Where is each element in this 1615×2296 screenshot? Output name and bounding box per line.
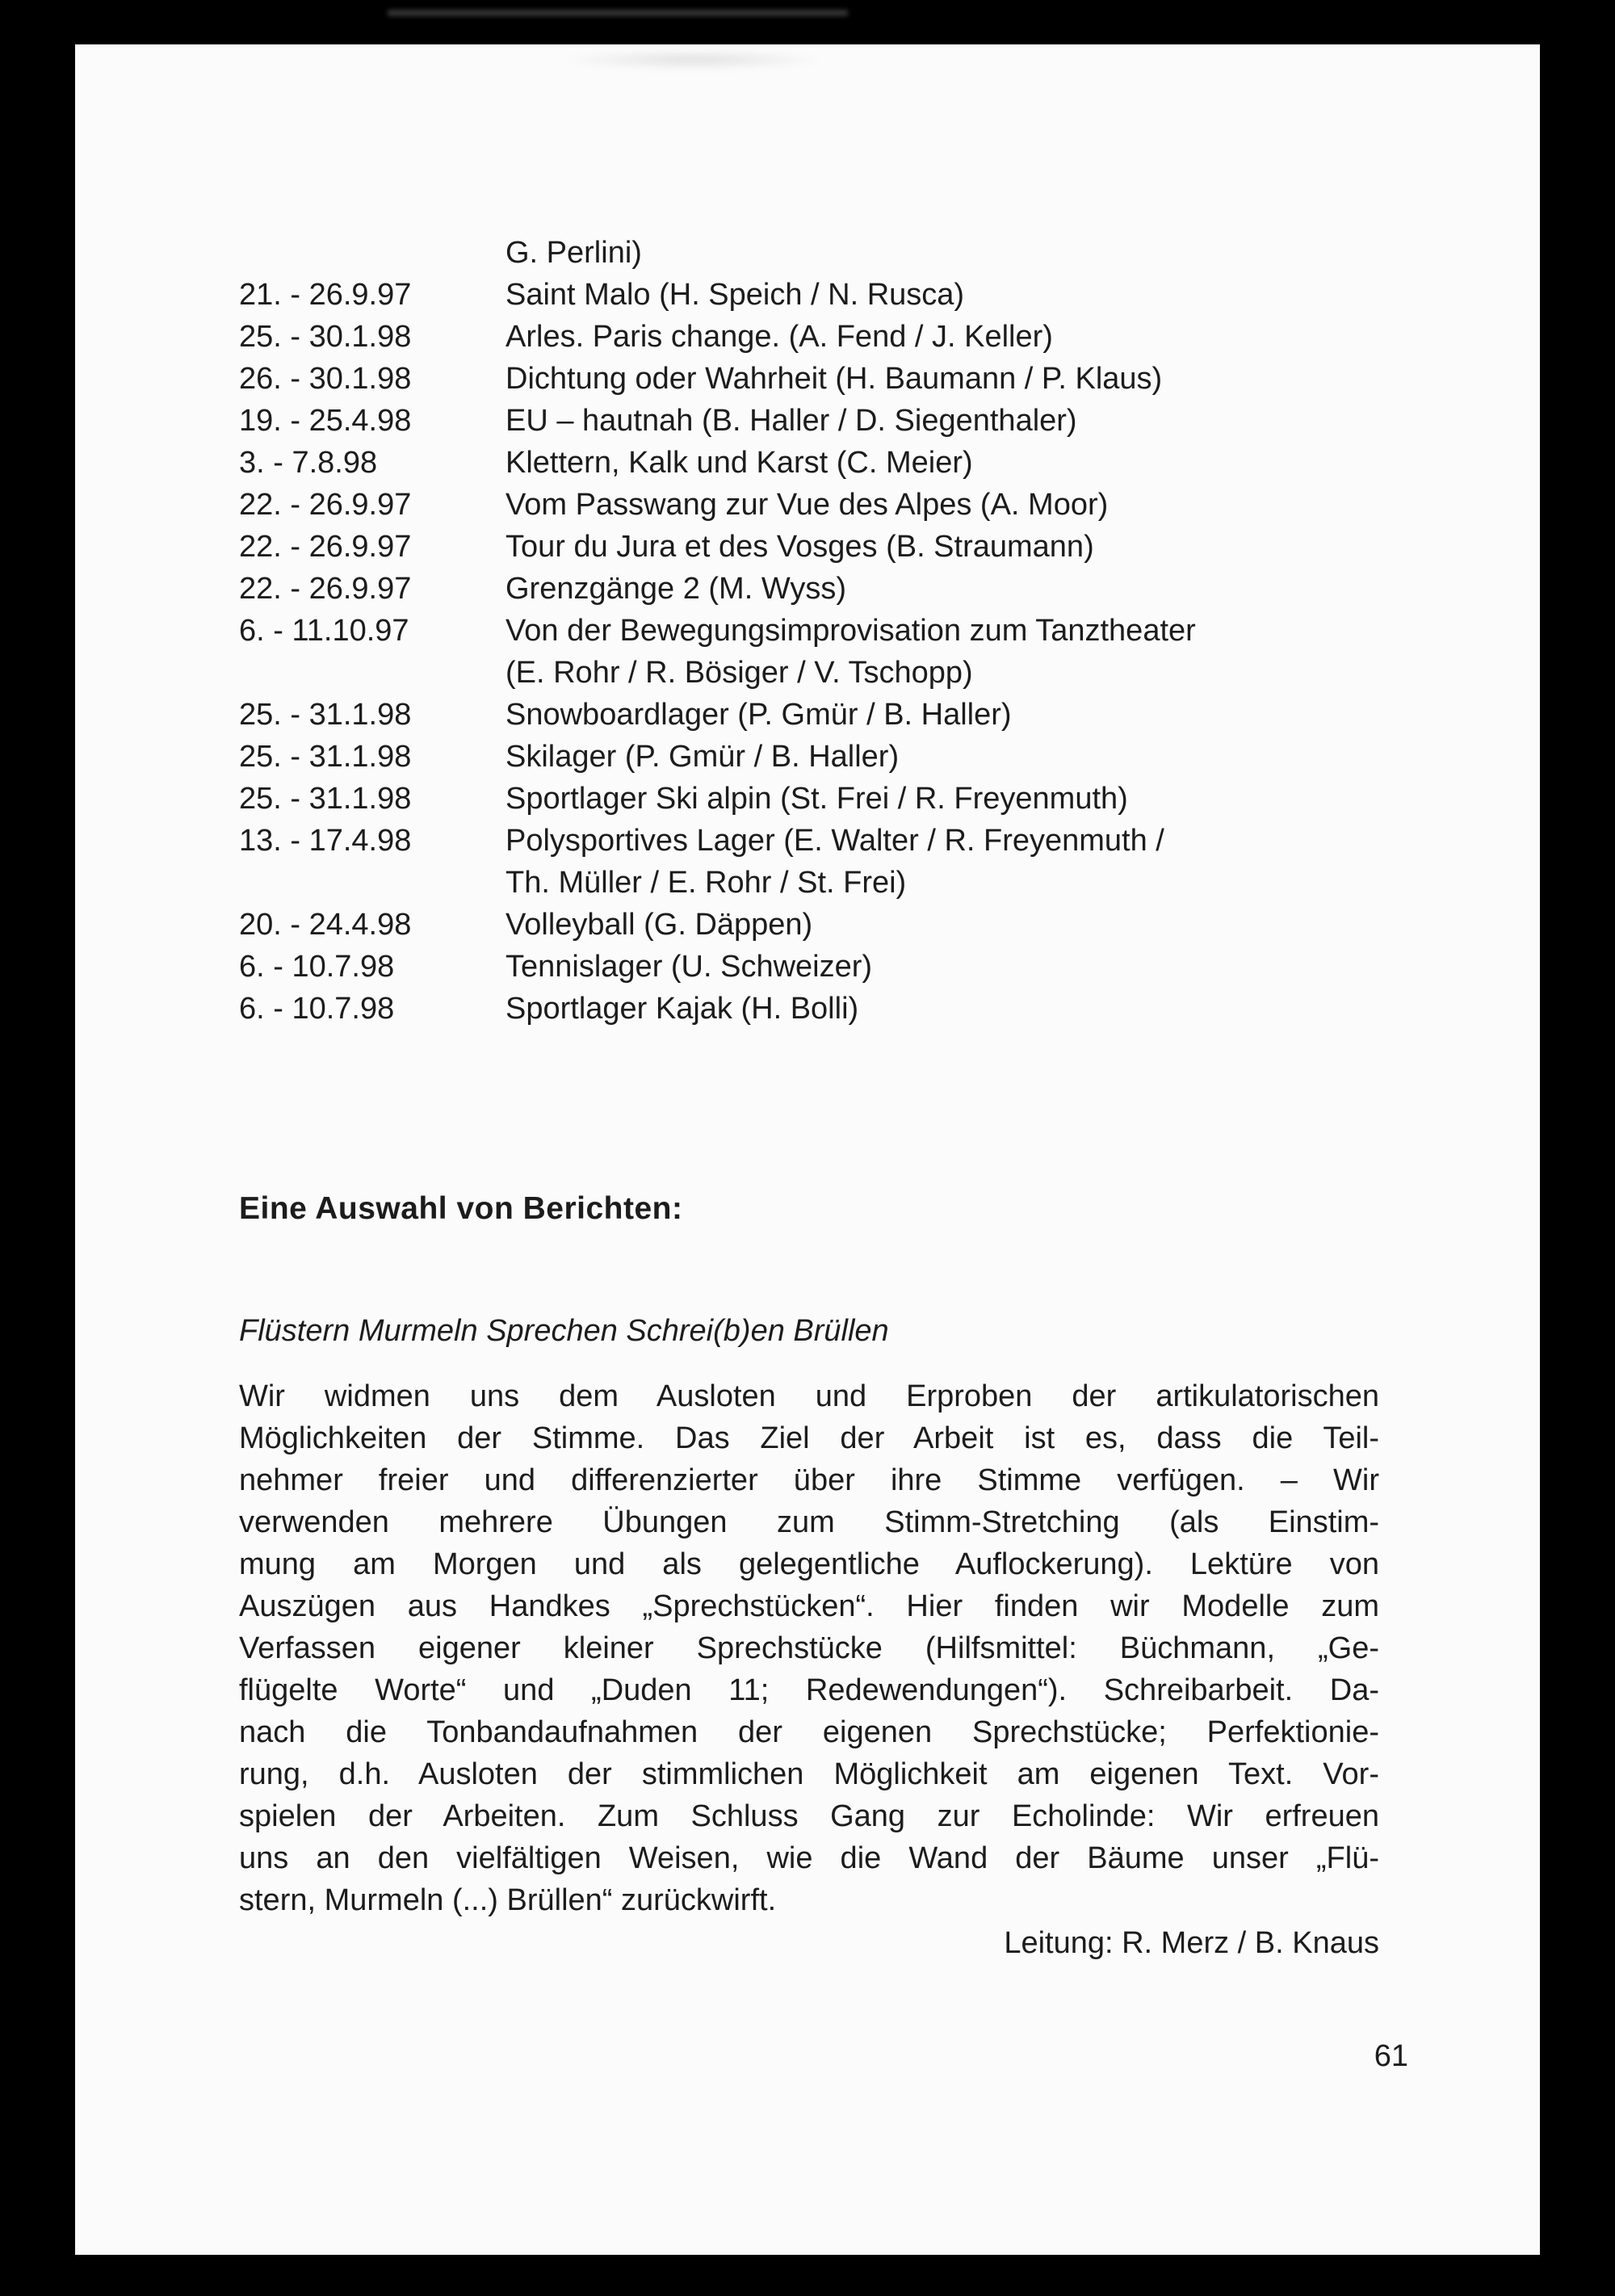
report-paragraph [239, 1375, 1379, 1921]
paragraph-line: Auszügen aus Handkes „Sprechstücken“. Hier finden wir Modelle zum [239, 1589, 1379, 1623]
schedule-row [239, 988, 1394, 1030]
schedule-entry-line: Von der Bewegungsimprovisation zum Tanztheater [505, 614, 1196, 648]
schedule-row [239, 820, 1394, 904]
schedule-date: 6. - 11.10.97 [239, 614, 409, 648]
document-page [75, 44, 1540, 2255]
schedule-date: 6. - 10.7.98 [239, 992, 395, 1026]
schedule-row [239, 484, 1394, 526]
schedule-entry-line: Sportlager Ski alpin (St. Frei / R. Freyenmuth) [505, 782, 1128, 816]
schedule-entry-line: Grenzgänge 2 (M. Wyss) [505, 572, 847, 606]
schedule-entry-line: Skilager (P. Gmür / B. Haller) [505, 740, 900, 774]
schedule-row [239, 274, 1394, 316]
schedule-entry-line: Dichtung oder Wahrheit (H. Baumann / P. Klaus) [505, 362, 1163, 396]
paragraph-line: flügelte Worte“ und „Duden 11; Redewendungen“). Schreibarbeit. Da- [239, 1673, 1379, 1707]
schedule-row [239, 358, 1394, 400]
paragraph-line: Wir widmen uns dem Ausloten und Erproben der artikulatorischen [239, 1379, 1379, 1413]
section-heading: Eine Auswahl von Berichten: [239, 1191, 683, 1226]
schedule-entry-line: Polysportives Lager (E. Walter / R. Freyenmuth / [505, 824, 1164, 858]
schedule-row [239, 610, 1394, 694]
paragraph-line: stern, Murmeln (...) Brüllen“ zurückwirft. [239, 1883, 777, 1917]
schedule-row [239, 946, 1394, 988]
schedule-entry-line: Vom Passwang zur Vue des Alpes (A. Moor) [505, 488, 1109, 522]
schedule-row [239, 526, 1394, 568]
schedule-entry-line: Tennislager (U. Schweizer) [505, 950, 873, 984]
paragraph-line: spielen der Arbeiten. Zum Schluss Gang zur Echolinde: Wir erfreuen [239, 1799, 1379, 1833]
byline: Leitung: R. Merz / B. Knaus [1004, 1926, 1379, 1960]
schedule-date: 22. - 26.9.97 [239, 572, 412, 606]
report-title: Flüstern Murmeln Sprechen Schrei(b)en Brüllen [239, 1314, 889, 1348]
schedule-row [239, 568, 1394, 610]
scan-edge-artifact [388, 10, 848, 16]
schedule-row [239, 442, 1394, 484]
paragraph-line: mung am Morgen und als gelegentliche Auflockerung). Lektüre von [239, 1547, 1379, 1581]
schedule-entry-line: (E. Rohr / R. Bösiger / V. Tschopp) [505, 656, 973, 690]
paragraph-line: rung, d.h. Ausloten der stimmlichen Möglichkeit am eigenen Text. Vor- [239, 1757, 1379, 1791]
paragraph-line: Verfassen eigener kleiner Sprechstücke (Hilfsmittel: Büchmann, „Ge- [239, 1631, 1379, 1665]
schedule-entry-line: Volleyball (G. Däppen) [505, 908, 813, 942]
schedule-date: 21. - 26.9.97 [239, 278, 412, 312]
schedule-date: 25. - 31.1.98 [239, 740, 412, 774]
schedule-date: 19. - 25.4.98 [239, 404, 412, 438]
schedule-row [239, 736, 1394, 778]
schedule-entry-line: Sportlager Kajak (H. Bolli) [505, 992, 859, 1026]
schedule-entry-line: Tour du Jura et des Vosges (B. Straumann) [505, 530, 1094, 564]
schedule-entry-line: Klettern, Kalk und Karst (C. Meier) [505, 446, 973, 480]
schedule-entry-line: EU – hautnah (B. Haller / D. Siegenthaler) [505, 404, 1077, 438]
schedule-date: 25. - 31.1.98 [239, 782, 412, 816]
paragraph-line: nach die Tonbandaufnahmen der eigenen Sprechstücke; Perfektionie- [239, 1715, 1379, 1749]
paragraph-line: uns an den vielfältigen Weisen, wie die Wand der Bäume unser „Flü- [239, 1841, 1379, 1875]
paragraph-line: verwenden mehrere Übungen zum Stimm-Stretching (als Einstim- [239, 1505, 1379, 1539]
schedule-date: 26. - 30.1.98 [239, 362, 412, 396]
schedule-date: 13. - 17.4.98 [239, 824, 412, 858]
schedule-date: 6. - 10.7.98 [239, 950, 395, 984]
scan-smudge-artifact [560, 49, 826, 70]
schedule-row [239, 232, 1394, 274]
schedule-row [239, 904, 1394, 946]
schedule-entry-line: Th. Müller / E. Rohr / St. Frei) [505, 866, 907, 900]
schedule-entry-line: Snowboardlager (P. Gmür / B. Haller) [505, 698, 1012, 732]
schedule-date: 22. - 26.9.97 [239, 488, 412, 522]
schedule-row [239, 316, 1394, 358]
schedule-row [239, 778, 1394, 820]
schedule-date: 20. - 24.4.98 [239, 908, 412, 942]
schedule-entry-line: Arles. Paris change. (A. Fend / J. Keller) [505, 320, 1053, 354]
page-number: 61 [1374, 2039, 1408, 2073]
schedule-entry-line: Saint Malo (H. Speich / N. Rusca) [505, 278, 965, 312]
paragraph-line: Möglichkeiten der Stimme. Das Ziel der Arbeit ist es, dass die Teil- [239, 1421, 1379, 1455]
schedule-date: 3. - 7.8.98 [239, 446, 378, 480]
schedule-date: 25. - 30.1.98 [239, 320, 412, 354]
schedule-list [239, 232, 1394, 1030]
schedule-row [239, 694, 1394, 736]
schedule-row [239, 400, 1394, 442]
schedule-date: 25. - 31.1.98 [239, 698, 412, 732]
paragraph-line: nehmer freier und differenzierter über ihre Stimme verfügen. – Wir [239, 1463, 1379, 1497]
schedule-date: 22. - 26.9.97 [239, 530, 412, 564]
schedule-entry-line: G. Perlini) [505, 236, 642, 270]
